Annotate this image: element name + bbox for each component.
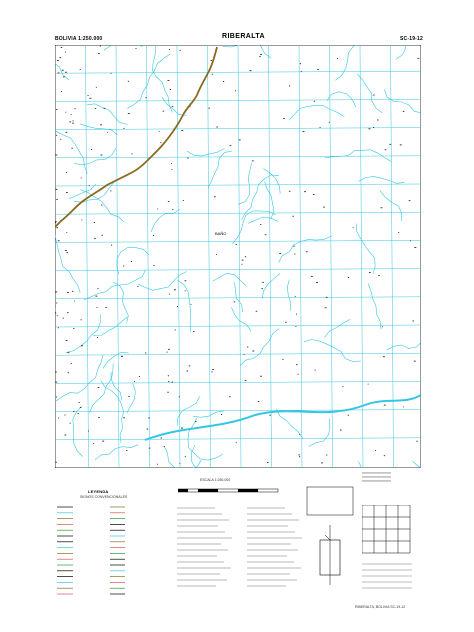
map-series-label: BOLIVIA 1:250.000 <box>55 36 103 42</box>
place-label: BAÑO <box>215 231 227 236</box>
location-index: ━━━━━━━━━━━━━━━━ ━━━━━━━━━━━━━━━━ ━━━━━━━━━━━━━━━━ <box>362 471 391 483</box>
map-title: RIBERALTA <box>222 33 266 40</box>
legend-notes <box>175 505 245 600</box>
declination-diagram <box>305 485 355 595</box>
legend-title: LEYENDA <box>88 489 109 494</box>
map-frame <box>55 45 421 468</box>
legend-subtitle: SIGNOS CONVENCIONALES <box>80 495 128 499</box>
scale-label: ESCALA 1:250.000 <box>200 478 231 482</box>
index-grid-icon <box>362 505 417 555</box>
topographic-map <box>55 45 421 468</box>
legend-datum <box>245 505 305 600</box>
adjoining-sheets <box>362 560 417 600</box>
footer-sheet-ref: RIBERALTA, BOLIVIA SC-19-12 <box>355 605 406 609</box>
legend-symbols <box>55 503 160 603</box>
sheet-code: SC-19-12 <box>400 36 423 42</box>
scale-bar <box>178 487 288 497</box>
north-arrow-icon <box>325 535 330 540</box>
